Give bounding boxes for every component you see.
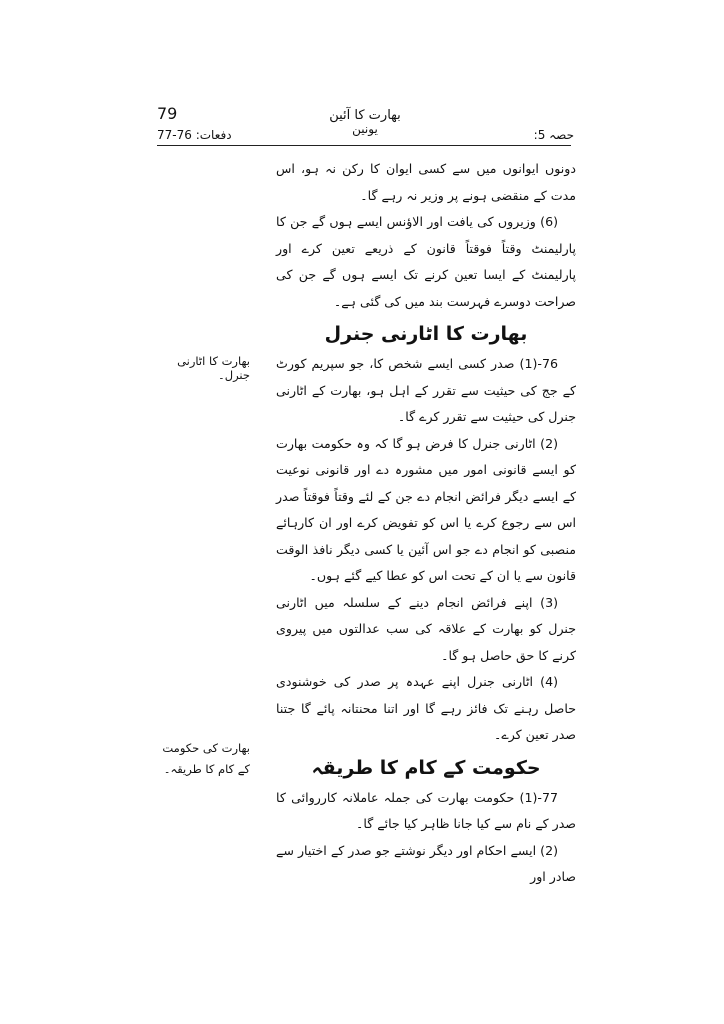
paragraph: 76-(1) صدر کسی ایسے شخص کا، جو سپریم کورٹ کے جج کی حیثیت سے تقرر کے اہل ہو، بھارت کے اٹارنی جنرل کی حیثیت سے تقرر کرے گا۔ [276,356,576,424]
section-heading: حکومت کے کام کا طریقہ [311,756,541,779]
section-heading: بھارت کا اٹارنی جنرل [324,323,528,345]
paragraph: (2) ایسے احکام اور دیگر نوشتے جو صدر کے اختیار سے صادر اور [276,842,576,884]
paragraph: (6) وزیروں کی یافت اور الاؤنس ایسے ہوں گے جن کا پارلیمنٹ وقتاً فوقتاً قانون کے ذریعے تعین کرے اور پارلیمنٹ کے ایسا تعین کرنے تک ایسے ہوں گے جن کی صراحت دوسرے فہرست بند میں کی گئی ہے۔ [276,214,576,309]
paragraph: 77-(1) حکومت بھارت کی جملہ عاملانہ کارروائی کا صدر کے نام سے کیا جانا ظاہر کیا جائے گا۔ [276,789,576,831]
paragraph: (4) اٹارنی جنرل اپنے عہدہ پر صدر کی خوشنودی حاصل رہنے تک فائز رہے گا اور اتنا محنتانہ پائے گا جتنا صدر تعین کرے۔ [276,674,576,742]
page-title: بھارت کا آئین [329,108,401,123]
paragraph: (2) اٹارنی جنرل کا فرض ہو گا کہ وہ حکومت بھارت کو ایسے قانونی امور میں مشورہ دے اور قانونی نوعیت کے ایسے دیگر فرائض انجام دے جن کے لئے وقتاً فوقتاً صدر اس سے رجوع کرے یا اس کو تفویض کرے اور ان کارہائے منصبی کو انجام دے جو اس آئین یا کسی دیگر نافذ الوقت قانون سے یا ان کے تحت اس کو عطا کیے گئے ہوں۔ [276,435,576,583]
margin-note-line: کے کام کا طریقہ۔ [163,762,250,776]
paragraph: (3) اپنے فرائض انجام دینے کے سلسلہ میں اٹارنی جنرل کو بھارت کے علاقہ کی سب عدالتوں میں پیروی کرنے کا حق حاصل ہو گا۔ [276,594,576,663]
sections-label: دفعات: 76-77 [157,128,232,142]
page-subtitle: یونین [352,122,378,136]
margin-note [150,738,250,780]
page-number: 79 [157,104,178,123]
main-text [276,156,576,891]
header-rule [157,145,571,146]
margin-note-line: بھارت کی حکومت [162,741,250,755]
paragraph: دونوں ایوانوں میں سے کسی ایوان کا رکن نہ ہو، اس مدت کے منقضی ہونے پر وزیر نہ رہے گا۔ [276,161,576,203]
part-label: حصہ 5: [533,128,574,142]
margin-note: بھارت کا اٹارنی جنرل۔ [177,354,250,382]
